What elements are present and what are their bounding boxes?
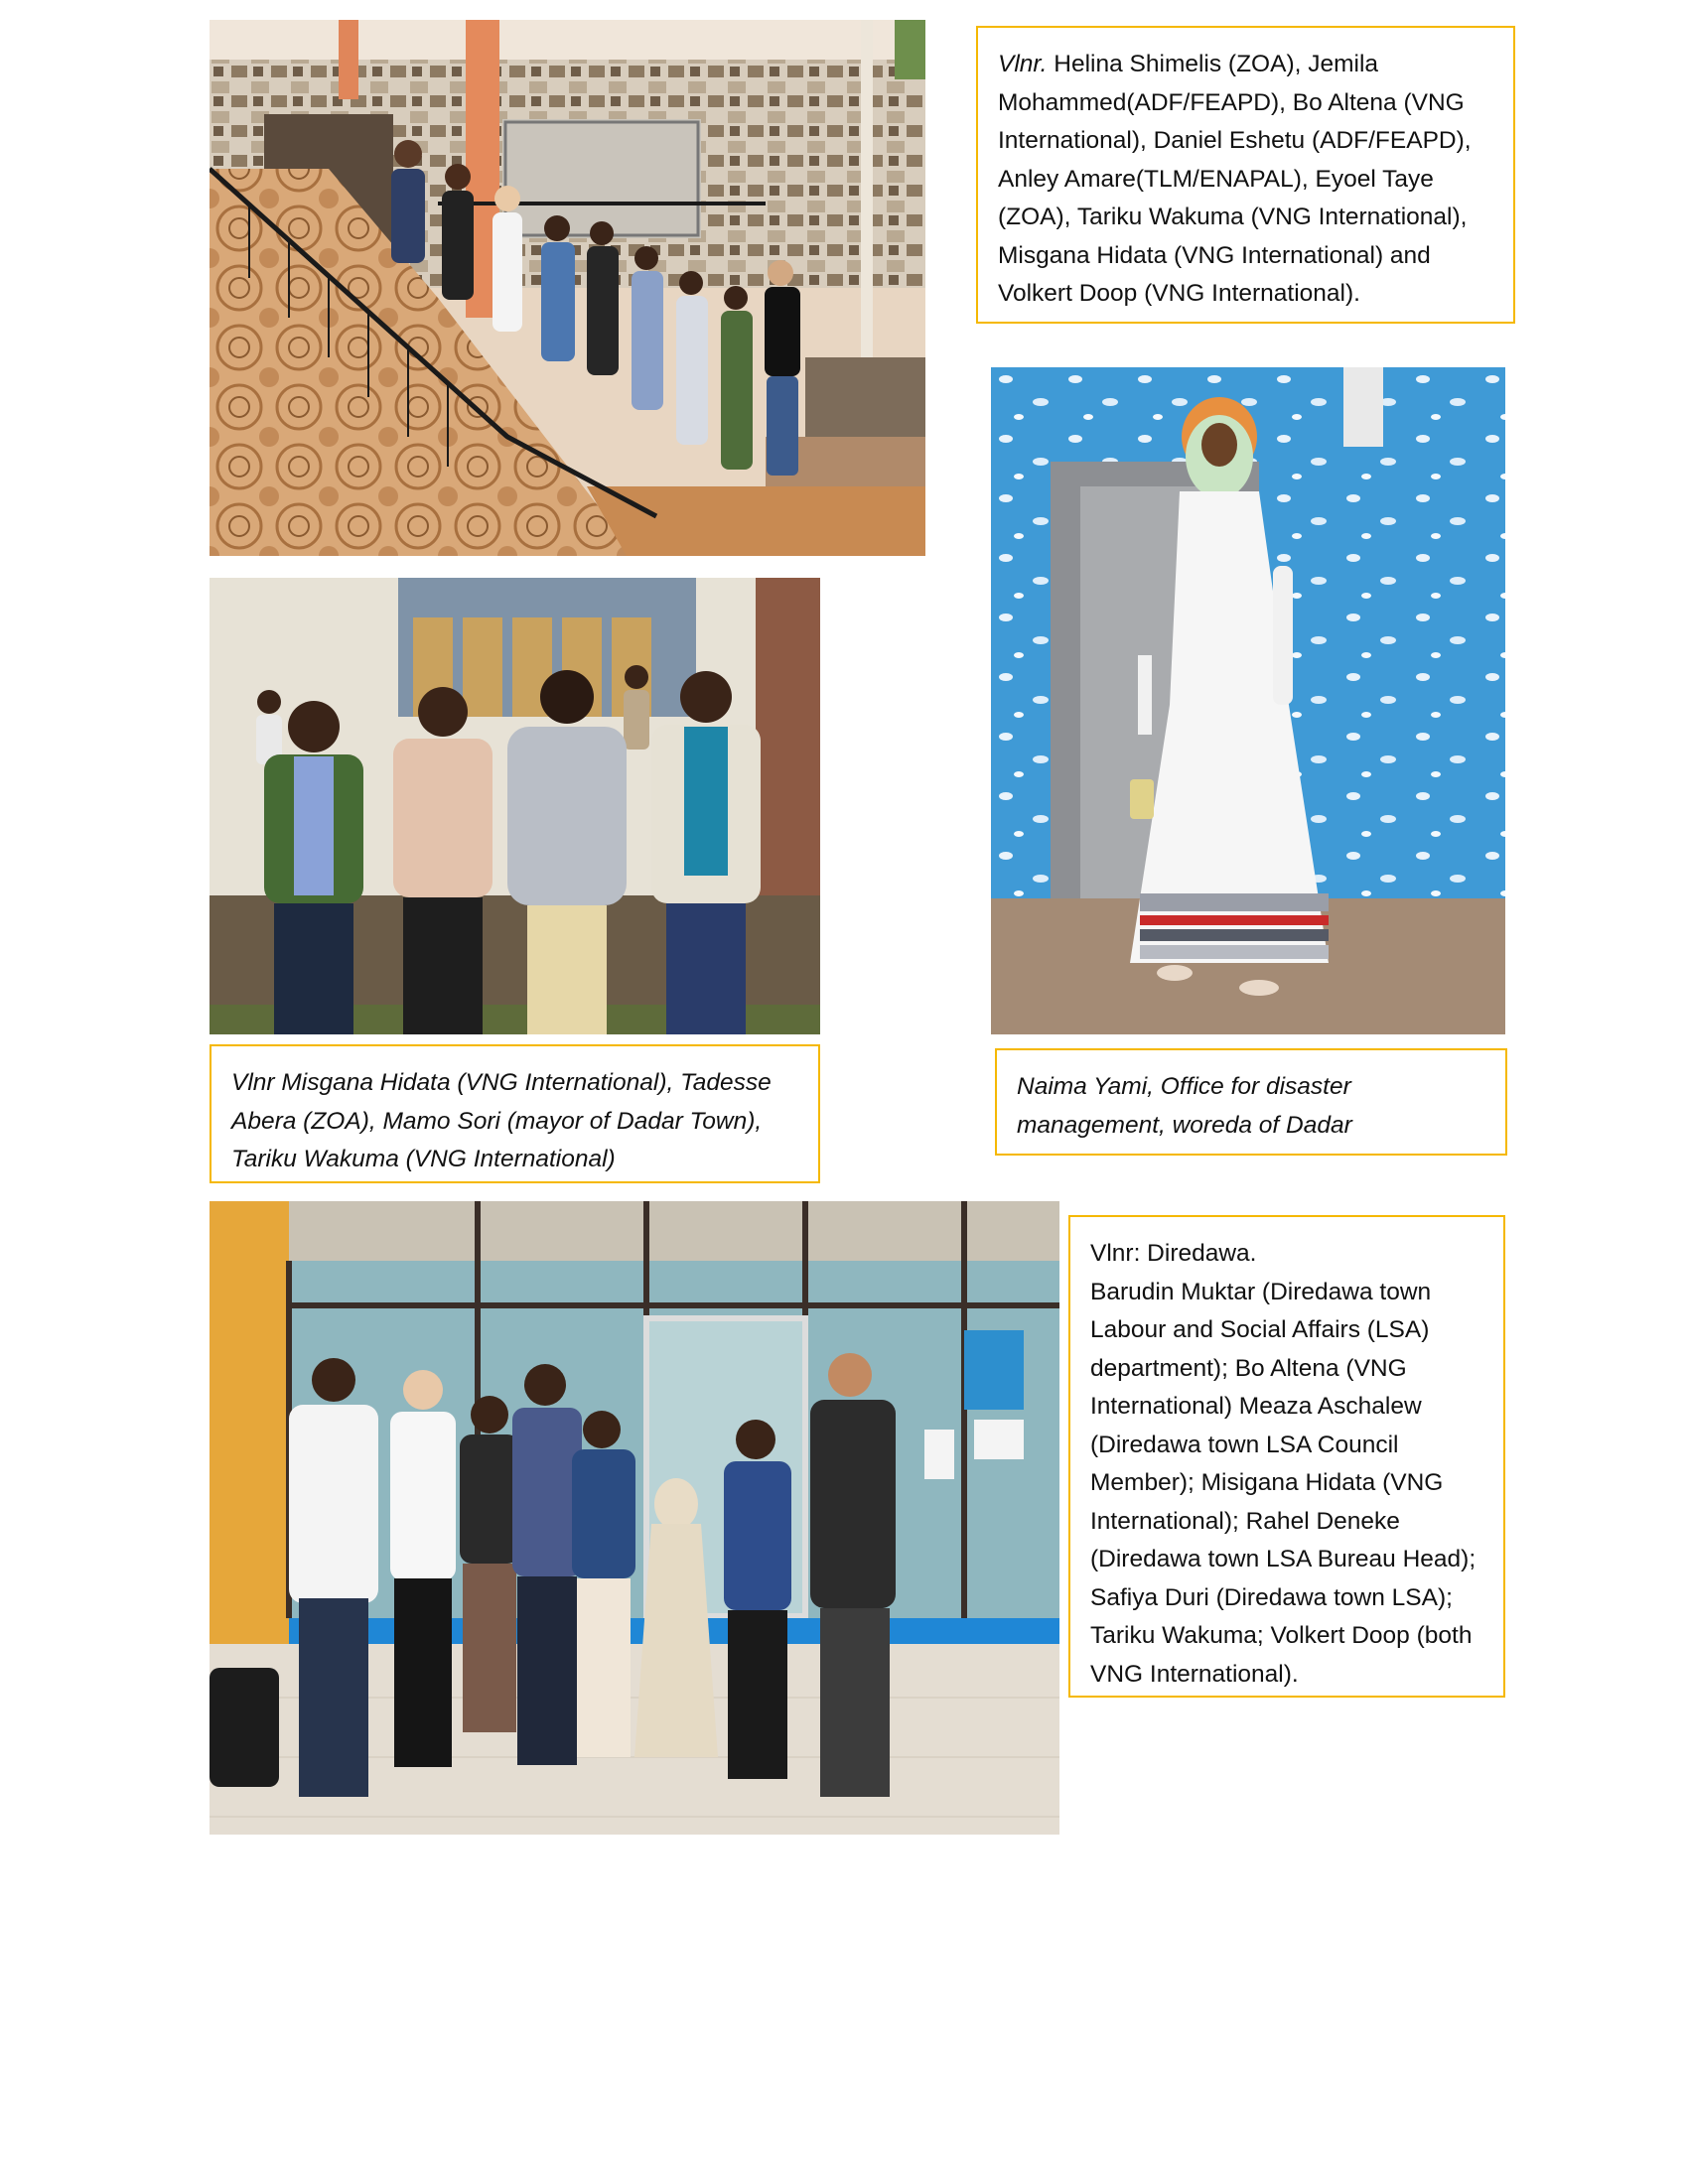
photo-four-men [210, 578, 820, 1034]
caption-four-men [210, 1044, 820, 1183]
caption-four-men-text: Vlnr Misgana Hidata (VNG International), Tadesse Abera (ZOA), Mamo Sori (mayor of Dadar Town), Tariku Wakuma (VNG International) [231, 1069, 772, 1172]
caption-staircase-body: Helina Shimelis (ZOA), Jemila Mohammed(ADF/FEAPD), Bo Altena (VNG International), Daniel Eshetu (ADF/FEAPD), Anley Amare(TLM/ENAPAL), Eyoel Taye (ZOA), Tariku Wakuma (VNG International), Misgana Hidata (VNG International) and Volkert Doop (VNG International). [998, 51, 1472, 307]
caption-woman [995, 1048, 1507, 1156]
photo-staircase-image [210, 20, 925, 556]
photo-diredawa-group [210, 1201, 1059, 1835]
photo-woman-white-dress [991, 367, 1505, 1034]
caption-diredawa-group [1068, 1215, 1505, 1698]
photo-staircase-group [210, 20, 925, 556]
caption-diredawa-body: Barudin Muktar (Diredawa town Labour and Social Affairs (LSA) department); Bo Altena (VNG International) Meaza Aschalew (Diredawa town LSA Council Member); Misigana Hidata (VNG International); Rahel Deneke (Diredawa town LSA Bureau Head); Safiya Duri (Diredawa town LSA); Tariku Wakuma; Volkert Doop (both VNG International). [1090, 1278, 1477, 1688]
photo-woman-image [991, 367, 1505, 1034]
caption-vlnr-prefix: Vlnr. [998, 51, 1048, 77]
caption-staircase-text [998, 46, 1493, 314]
caption-staircase-group [976, 26, 1515, 324]
caption-woman-text: Naima Yami, Office for disaster management, woreda of Dadar [1017, 1073, 1352, 1139]
photo-four-men-image [210, 578, 820, 1034]
photo-diredawa-image [210, 1201, 1059, 1835]
caption-diredawa-line1: Vlnr: Diredawa. [1090, 1240, 1257, 1267]
